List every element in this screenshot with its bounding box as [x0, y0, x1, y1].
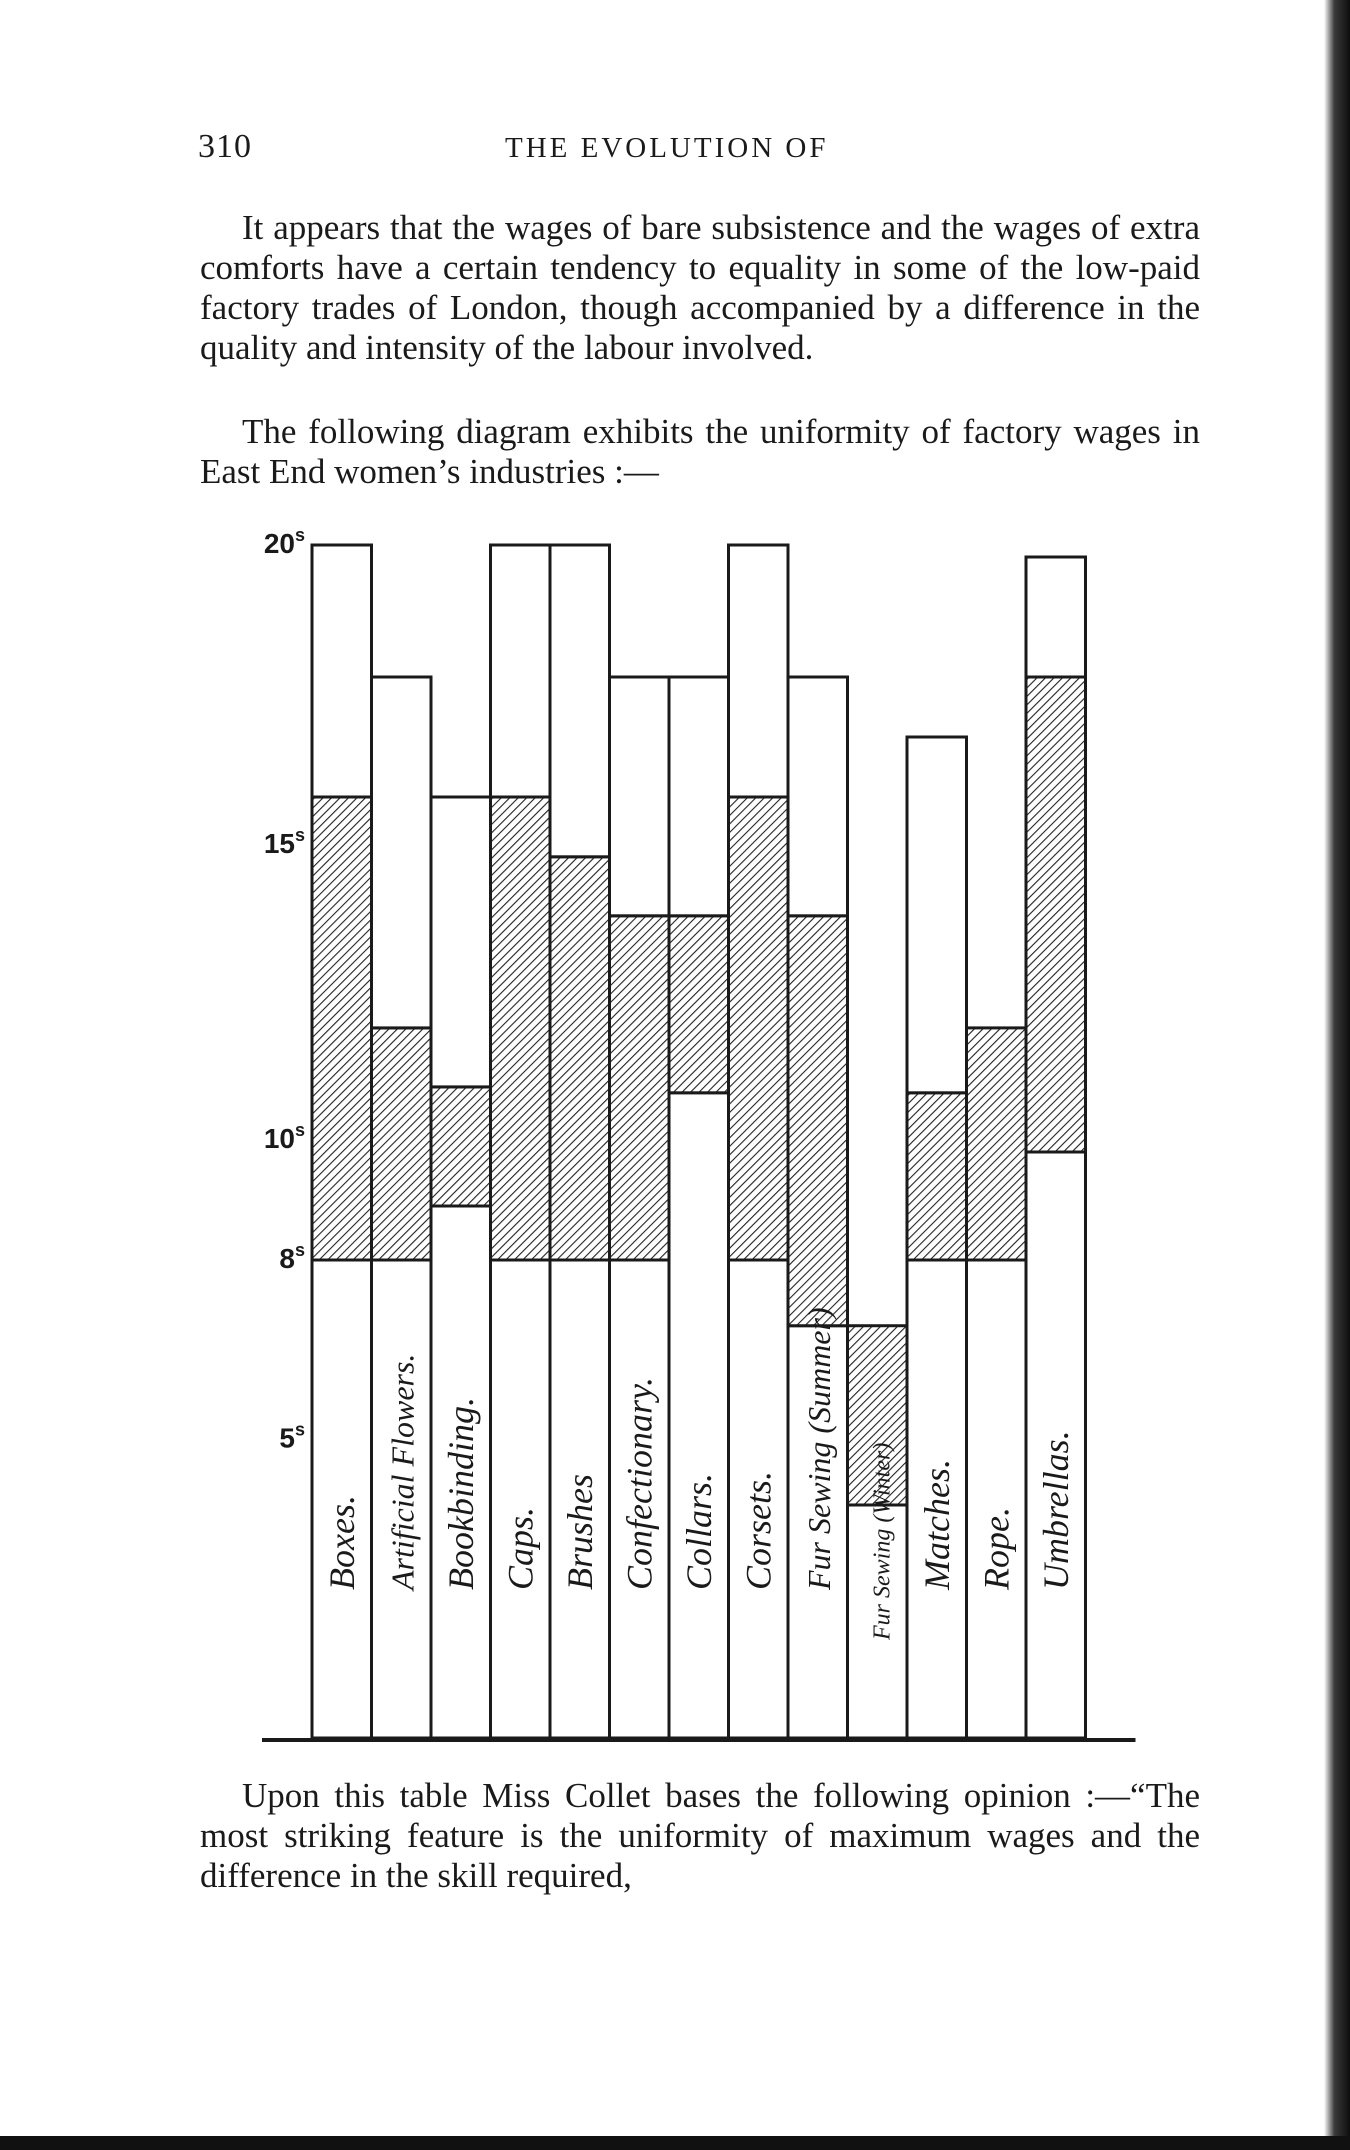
bar-collars-hatched	[669, 916, 729, 1093]
y-tick-15: 15$^s$	[263, 825, 305, 859]
bar-bookbinding-top	[431, 797, 491, 1087]
bar-boxes-hatched	[312, 797, 372, 1260]
paragraph-collet-opinion	[200, 1776, 1200, 1896]
page-bottom-shadow	[0, 2136, 1350, 2150]
bar-label-boxes: Boxes.	[321, 1495, 362, 1590]
bar-matches-hatched	[907, 1093, 967, 1260]
bar-label-artificial-flowers: Artificial Flowers.	[384, 1353, 421, 1590]
bar-label-rope: Rope.	[976, 1507, 1017, 1590]
bar-caps-hatched	[491, 797, 551, 1260]
y-tick-5: 5$^s$	[279, 1419, 305, 1454]
bar-artificial-flowers-top	[372, 677, 432, 1028]
bar-fur-sewing-summer-top	[788, 677, 848, 916]
bar-corsets-hatched	[729, 797, 789, 1260]
bar-label-fur-sewing-summer: Fur Sewing (Summer)	[800, 1307, 837, 1590]
y-axis	[264, 525, 305, 1453]
bar-label-matches: Matches.	[916, 1459, 957, 1590]
bar-caps-base	[491, 1260, 551, 1738]
bar-label-fur-sewing-winter: Fur Sewing (Winter)	[869, 1442, 896, 1640]
bar-caps-top	[491, 545, 551, 797]
bar-label-brushes: Brushes	[559, 1474, 600, 1590]
bar-label-collars: Collars.	[678, 1472, 719, 1590]
y-tick-8: 8$^s$	[279, 1240, 305, 1274]
bar-boxes-top	[312, 545, 372, 797]
bar-matches-top	[907, 737, 967, 1093]
bar-brushes-top	[550, 545, 610, 857]
bar-collars-base	[669, 1093, 729, 1738]
bar-corsets-top	[729, 545, 789, 797]
bar-confectionary-top	[610, 677, 670, 916]
bar-label-corsets: Corsets.	[738, 1470, 779, 1590]
paragraph-text: The following diagram exhibits the uniformity of factory wages in East End women’s industries :—	[200, 412, 1200, 491]
bar-umbrellas-top	[1026, 557, 1086, 677]
bar-artificial-flowers-hatched	[372, 1028, 432, 1260]
bar-label-bookbinding: Bookbinding.	[440, 1397, 481, 1590]
bar-umbrellas-hatched	[1026, 677, 1086, 1152]
bar-bookbinding-hatched	[431, 1087, 491, 1206]
bar-collars-top	[669, 677, 729, 916]
y-tick-10: 10$^s$	[263, 1120, 305, 1154]
bar-label-confectionary: Confectionary.	[619, 1377, 660, 1590]
page-number: 310	[198, 128, 252, 165]
bar-rope-base	[967, 1260, 1027, 1738]
bar-label-umbrellas: Umbrellas.	[1035, 1430, 1076, 1590]
y-tick-20: 20$^s$	[263, 525, 305, 559]
bar-confectionary-hatched	[610, 916, 670, 1260]
running-title: THE EVOLUTION OF	[505, 132, 829, 164]
bar-fur-sewing-summer-hatched	[788, 916, 848, 1326]
bar-brushes-hatched	[550, 857, 610, 1260]
bar-label-caps: Caps.	[500, 1506, 541, 1590]
paragraph-text: It appears that the wages of bare subsistence and the wages of extra comforts have a certain tendency to equality in some of the low-paid factory trades of London, though accompanied by a difference in the quality and intensity of the labour involved.	[200, 208, 1200, 367]
bar-rope-hatched	[967, 1028, 1027, 1260]
paragraph-text: Upon this table Miss Collet bases the following opinion :—“The most striking feature is the uniformity of maximum wages and the difference in the skill required,	[200, 1776, 1200, 1895]
